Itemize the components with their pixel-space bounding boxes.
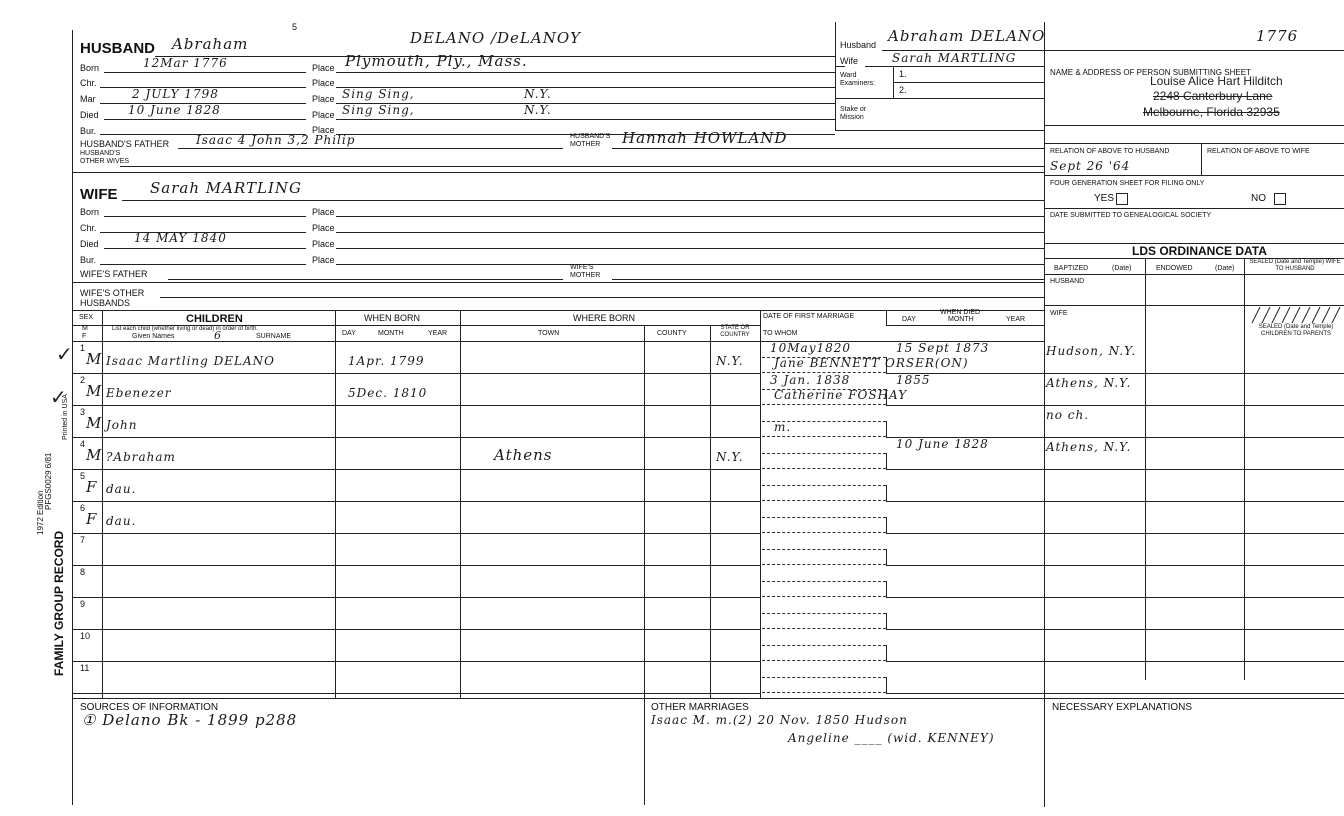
row-divider [1044,629,1344,630]
husband-given-name: Abraham [172,35,249,53]
submitter-name: Louise Alice Hart Hilditch [1150,74,1283,88]
marriage-dash [762,628,886,629]
child-died-place: no ch. [1046,408,1090,422]
marriage-dash [762,532,886,533]
lds-endowed: ENDOWED [1156,265,1193,272]
child-marriage-date: 3 Jan. 1838 [770,373,851,387]
husband-died-state: N.Y. [524,103,552,117]
row-divider [1044,693,1344,694]
ward-wife: Sarah MARTLING [892,51,1017,65]
died-divider [886,517,887,533]
child-sex: F [86,510,98,528]
row-divider [1044,405,1344,406]
child-number: 4 [80,439,86,449]
child-died-place: Athens, N.Y. [1046,440,1132,454]
child-number: 10 [80,631,91,641]
row-divider [1044,661,1344,662]
row-divider [72,693,760,694]
marriage-dash [762,500,886,501]
husband-born-place: Plymouth, Ply., Mass. [345,52,528,70]
marriage-dash [762,436,886,437]
row-divider [72,565,760,566]
hatched-box [1248,307,1344,323]
submitter-street: 2248 Canterbury Lane [1153,89,1273,103]
child-number: 1 [80,343,86,353]
four-gen-no-checkbox[interactable] [1274,193,1286,205]
wife-mother-label: WIFE'S MOTHER [570,264,601,279]
died-divider [886,677,887,693]
sources-label: SOURCES OF INFORMATION [80,702,219,713]
marriage-dash [762,549,886,550]
other-marriages-label: OTHER MARRIAGES [651,702,749,713]
marriage-dash [762,517,886,518]
wife-name: Sarah MARTLING [150,179,302,197]
died-divider [886,485,887,501]
explanations-label: NECESSARY EXPLANATIONS [1052,702,1193,713]
marriage-dash [762,564,886,565]
row-divider [72,405,760,406]
husband-died-place: Sing Sing, [342,103,415,117]
form-edition: 1972 Edition [36,490,45,535]
child-number: 2 [80,375,86,385]
lds-baptized: BAPTIZED [1054,265,1089,272]
child-number: 5 [80,471,86,481]
row-divider [72,661,760,662]
child-died: 15 Sept 1873 [896,341,990,355]
child-died-place: Athens, N.Y. [1046,376,1132,390]
child-town: Athens [494,446,553,464]
lds-sealed-wife: SEALED (Date and Temple) WIFE TO HUSBAND [1249,259,1341,272]
died-divider [886,453,887,469]
child-sex: M [86,350,103,368]
husband-generation: 5 [292,22,298,32]
wife-other-husbands-label: WIFE'S OTHER HUSBANDS [80,288,145,308]
child-died: 1855 [896,373,931,387]
row-divider [72,629,760,630]
check-mark-icon: ✓ [50,385,67,409]
husband-father: Isaac 4 John 3,2 Philip [196,133,356,147]
submitter-label: NAME & ADDRESS OF PERSON SUBMITTING SHEET [1050,68,1251,77]
child-number: 9 [80,599,86,609]
wife-father-label: WIFE'S FATHER [80,269,148,279]
row-divider [886,629,1044,630]
child-sex: M [86,382,103,400]
marriage-dash [762,468,886,469]
child-name: Ebenezer [106,386,172,400]
husband-born-label: Born [80,63,100,73]
child-name: John [106,418,138,432]
died-divider [886,549,887,565]
submitter-city: Melbourne, Florida 32935 [1143,105,1280,119]
child-number: 7 [80,535,86,545]
husband-mar-state: N.Y. [524,87,552,101]
lds-title: LDS ORDINANCE DATA [1132,244,1267,258]
child-sex: M [86,446,103,464]
marriage-dash [762,404,886,405]
wife-died-date: 14 MAY 1840 [134,231,227,245]
row-divider [886,693,1044,694]
form-title: FAMILY GROUP RECORD [52,530,66,676]
col-when-died: WHEN DIED [940,309,981,316]
child-name: dau. [106,514,137,528]
husband-born-place-label: Place [312,63,335,73]
died-divider [886,581,887,597]
four-gen-label: FOUR GENERATION SHEET FOR FILING ONLY [1050,180,1205,187]
row-divider [886,405,1044,406]
child-sex: M [86,414,103,432]
marriage-dash [762,660,886,661]
husband-born-date: 12Mar 1776 [143,56,228,70]
row-divider [72,469,760,470]
husband-mar-date: 2 JULY 1798 [132,87,219,101]
marriage-dash [762,692,886,693]
col-children: CHILDREN [186,313,243,325]
marriage-dash [762,645,886,646]
child-spouse: m. [774,420,792,434]
row-divider [72,501,760,502]
marriage-dash [762,596,886,597]
col-where-born: WHERE BORN [573,313,636,323]
row-divider [72,437,760,438]
row-divider [72,373,760,374]
husband-chr-label: Chr. [80,78,97,88]
child-number: 8 [80,567,86,577]
child-born: 5Dec. 1810 [348,386,428,400]
marriage-dash [762,453,886,454]
child-spouse: Catherine FOSHAY [774,388,908,402]
row-divider [1044,565,1344,566]
row-divider [886,565,1044,566]
child-marriage-date: 10May1820 [770,341,852,355]
col-when-born: WHEN BORN [364,313,420,323]
ward-husband-label: Husband [840,40,877,50]
child-born: 1Apr. 1799 [348,354,425,368]
relation-wife-label: RELATION OF ABOVE TO WIFE [1207,148,1310,155]
child-name: ?Abraham [106,450,176,464]
row-divider [886,501,1044,502]
lds-wife: WIFE [1050,310,1068,317]
row-divider [1044,597,1344,598]
date-submitted-label: DATE SUBMITTED TO GENEALOGICAL SOCIETY [1050,212,1212,219]
husband-mother: Hannah HOWLAND [622,129,788,147]
child-state: N.Y. [716,354,744,368]
child-name: dau. [106,482,137,496]
other-marriages-1: Isaac M. m.(2) 20 Nov. 1850 Hudson [651,713,908,727]
stake-label: Stake or Mission [840,106,867,121]
ward-examiners-label: Ward Examiners: [840,72,876,87]
ward-husband: Abraham DELANO [888,27,1046,45]
col-instructions: List each child (whether living or dead) in order of birth. [112,326,259,332]
row-divider [1044,437,1344,438]
row-divider [886,661,1044,662]
died-divider [886,421,887,437]
col-first-marriage: DATE OF FIRST MARRIAGE [763,313,855,320]
four-gen-yes-checkbox[interactable] [1116,193,1128,205]
other-marriages-2: Angeline ____ (wid. KENNEY) [788,731,995,745]
row-divider [886,469,1044,470]
row-divider [72,597,760,598]
form-code: PFGS0029 6/81 [44,452,53,510]
col-sex: SEX [79,314,94,321]
husband-other-wives-label: HUSBAND'S OTHER WIVES [80,150,130,165]
child-sex: F [86,478,98,496]
husband-died-date: 10 June 1828 [128,103,221,117]
marriage-dash [762,581,886,582]
husband-mar-place: Sing Sing, [342,87,415,101]
husband-bur-label: Bur. [80,126,97,136]
child-number: 3 [80,407,86,417]
husband-surname: DELANO /DeLANOY [410,29,582,47]
sources-value: ① Delano Bk - 1899 p288 [82,711,298,729]
row-divider [1044,533,1344,534]
row-divider [1044,501,1344,502]
husband-mar-label: Mar [80,94,96,104]
child-spouse: Jane BENNETT ORSER(ON) [774,356,969,370]
marriage-dash [762,613,886,614]
husband-label: HUSBAND [80,40,155,57]
lds-sealed-children: SEALED (Date and Temple) CHILDREN TO PARENTS [1258,324,1334,337]
row-divider [886,597,1044,598]
died-divider [886,613,887,629]
relation-value: Sept 26 '64 [1050,159,1131,173]
child-died: 10 June 1828 [896,437,989,451]
ward-year: 1776 [1256,27,1299,45]
died-divider [886,645,887,661]
husband-died-label: Died [80,110,99,120]
row-divider [72,533,760,534]
check-mark-icon: ✓ [56,342,73,366]
child-number: 6 [80,503,86,513]
child-died-place: Hudson, N.Y. [1046,344,1137,358]
husband-father-label: HUSBAND'S FATHER [80,139,170,149]
lds-husband: HUSBAND [1050,278,1085,285]
child-number: 11 [80,663,90,673]
child-state: N.Y. [716,450,744,464]
child-name: Isaac Martling DELANO [106,354,275,368]
row-divider [886,533,1044,534]
marriage-dash [762,677,886,678]
row-divider [1044,373,1344,374]
relation-husband-label: RELATION OF ABOVE TO HUSBAND [1050,148,1170,155]
wife-label: WIFE [80,186,118,203]
form-printed: Printed in USA [62,394,69,440]
marriage-dash [762,485,886,486]
husband-mother-label: HUSBAND'S MOTHER [570,133,611,148]
ward-wife-label: Wife [840,56,858,66]
row-divider [1044,469,1344,470]
